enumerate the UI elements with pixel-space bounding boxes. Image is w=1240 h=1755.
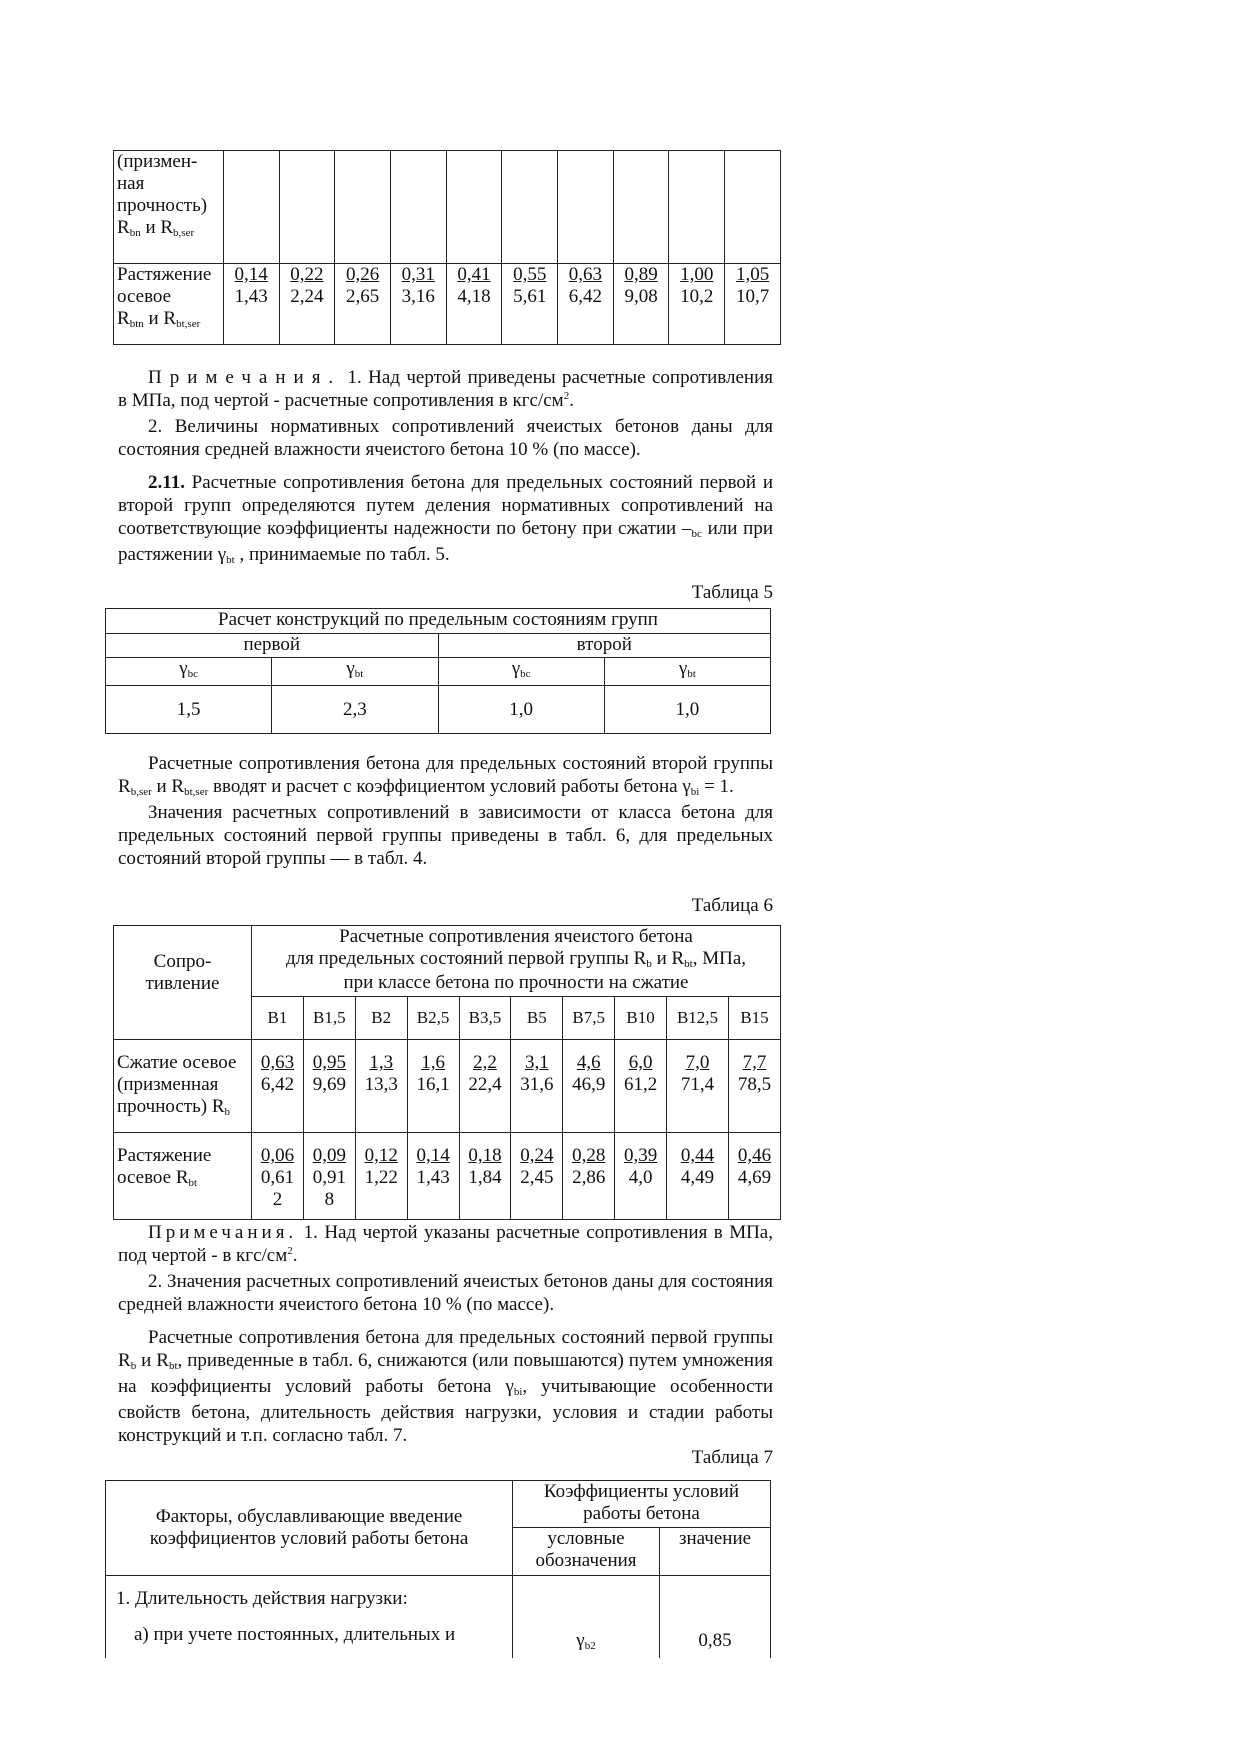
tension-value-cell: 0,14 1,43 [223,264,279,345]
tension-value-cell: 0,26 2,65 [335,264,391,345]
table6-tension-value: 0,12 1,22 [355,1133,407,1220]
notes-block-2 [118,1221,773,1316]
empty-cell [613,151,669,264]
empty-cell [335,151,391,264]
table6-row-label-tension: Растяжение осевое $R_{bt}$ [114,1133,252,1220]
table6-tension-value: 0,14 1,43 [407,1133,459,1220]
factor-line: а) при учете постоянных, длительных и [134,1624,456,1645]
table6-tension-value: 0,28 2,86 [563,1133,615,1220]
note-2: 2. Величины нормативных сопротивлений ячеистых бетонов даны для состояния средней влажности ячеистого бетона 10 % (по массе). [118,416,773,460]
label-line: осевое [117,286,172,307]
table7-symbol-cell: $\gamma_{b2}$ [513,1576,660,1659]
table5-value: 1,5 [106,686,272,734]
table-row [114,1133,781,1220]
table6-caption: Таблица 6 [691,895,773,916]
table-row [114,1040,781,1133]
table-row [106,658,771,686]
empty-cell [558,151,614,264]
empty-cell [279,151,335,264]
label-line: ная [117,173,145,194]
empty-cell [669,151,725,264]
table7-factors-header: Факторы, обуславливающие введение коэффициентов условий работы бетона [106,1481,513,1576]
label-line: Растяжение [117,264,212,285]
table7-col-symbols: условные обозначения [513,1528,660,1576]
table6-compression-value: 4,6 46,9 [563,1040,615,1133]
tension-value-cell: 0,22 2,24 [279,264,335,345]
table6-class-header: B10 [615,997,667,1040]
table7-col-value: значение [660,1528,771,1576]
table6-class-header: B1,5 [303,997,355,1040]
label-symbols: $R_{bn}$ и $R_{b,ser}$ [117,217,195,239]
table-row [106,634,771,658]
table-row [106,686,771,734]
table6-tension-value: 0,06 0,61 2 [252,1133,304,1220]
table-5 [105,608,771,734]
label-line: прочность) [117,195,208,216]
table7-value-cell: 0,85 [660,1576,771,1659]
table5-value: 2,3 [272,686,438,734]
table6-compression-value: 0,63 6,42 [252,1040,304,1133]
tension-value-cell: 1,00 10,2 [669,264,725,345]
paragraphs-after-table5 [118,752,773,870]
table-resistance-continued [113,150,781,345]
table6-tension-value: 0,24 2,45 [511,1133,563,1220]
empty-cell [390,151,446,264]
table-row [106,1481,771,1528]
table-row [114,151,781,264]
table6-header: Расчетные сопротивления ячеистого бетона для предельных состояний первой группы $R_b$ и $R_{bt}$, МПа, при классе бетона по прочности на сжатие [252,926,781,997]
table-row [106,1576,771,1659]
table6-row-label-compression: Сжатие осевое (призменная прочность) $R_b$ [114,1040,252,1133]
table6-class-header: B2,5 [407,997,459,1040]
table6-tension-value: 0,39 4,0 [615,1133,667,1220]
table-7 [105,1480,771,1658]
section-text: 2.11. Расчетные сопротивления бетона для предельных состояний первой и второй групп определяются путем деления нормативных сопротивлений на соответствующие коэффициенты надежности по бетону при сжатии $-_{bc}$ или при растяжении $\gamma_{bt}$ , принимаемые по табл. 5. [118,472,773,566]
table7-coef-header: Коэффициенты условий работы бетона [513,1481,771,1528]
label-symbols: $R_{btn}$ и $R_{bt,ser}$ [117,308,201,330]
table5-symbol: $\gamma_{bt}$ [272,658,438,686]
section-2-11 [118,471,773,569]
table5-value: 1,0 [438,686,604,734]
note-1: Примечания. 1. Над чертой приведены расчетные сопротивления в МПа, под чертой - расчетные сопротивления в кгс/$см^2$. [118,367,773,411]
notes-block-1 [118,366,773,461]
table6-class-header: B12,5 [667,997,729,1040]
table6-compression-value: 2,2 22,4 [459,1040,511,1133]
tension-value-cell: 0,31 3,16 [390,264,446,345]
tension-value-cell: 0,89 9,08 [613,264,669,345]
tension-value-cell: 0,41 4,18 [446,264,502,345]
table6-compression-value: 6,0 61,2 [615,1040,667,1133]
table5-symbol: $\gamma_{bt}$ [604,658,770,686]
table6-compression-value: 7,0 71,4 [667,1040,729,1133]
paragraph: Расчетные сопротивления бетона для предельных состояний первой группы $R_b$ и $R_{bt}$, приведенные в табл. 6, снижаются (или повышаются) путем умножения на коэффициенты условий работы бетона $\gamma_{bi}$, учитывающие особенности свойств бетона, длительность действия нагрузки, условия и стадии работы конструкций и т.п. согласно табл. 7. [118,1327,774,1446]
table7-caption: Таблица 7 [691,1447,773,1468]
table6-class-header: B7,5 [563,997,615,1040]
empty-cell [725,151,781,264]
note-1: Примечания. 1. Над чертой указаны расчетные сопротивления в МПа, под чертой - в кгс/$см^2$. [118,1222,773,1266]
table6-compression-value: 7,7 78,5 [728,1040,780,1133]
paragraph: Расчетные сопротивления бетона для предельных состояний второй группы $R_{b,ser}$ и $R_{bt,ser}$ вводят и расчет с коэффициентом условий работы бетона $\gamma_{bi} = 1$. [118,753,773,798]
table-row [114,926,781,997]
row-label-compression [114,151,224,264]
table6-tension-value: 0,46 4,69 [728,1133,780,1220]
table6-class-header: B5 [511,997,563,1040]
empty-cell [502,151,558,264]
note-2: 2. Значения расчетных сопротивлений ячеистых бетонов даны для состояния средней влажности ячеистого бетона 10 % (по массе). [118,1271,773,1315]
table5-symbol: $\gamma_{bc}$ [106,658,272,686]
empty-cell [446,151,502,264]
table6-compression-value: 3,1 31,6 [511,1040,563,1133]
factor-line: 1. Длительность действия нагрузки: [116,1588,408,1609]
table-row [106,609,771,634]
table6-corner: Сопро- тивление [114,926,252,1040]
table5-header: Расчет конструкций по предельным состояниям групп [106,609,771,634]
tension-value-cell: 0,63 6,42 [558,264,614,345]
paragraph: Значения расчетных сопротивлений в зависимости от класса бетона для предельных состояний первой группы приведены в табл. 6, для предельных состояний второй группы — в табл. 4. [118,802,773,869]
tension-value-cell: 1,05 10,7 [725,264,781,345]
table6-compression-value: 1,6 16,1 [407,1040,459,1133]
table5-symbol: $\gamma_{bc}$ [438,658,604,686]
table7-factor-cell [106,1576,513,1659]
empty-cell [223,151,279,264]
table6-compression-value: 0,95 9,69 [303,1040,355,1133]
tension-value-cell: 0,55 5,61 [502,264,558,345]
table5-caption: Таблица 5 [691,582,773,603]
table5-value: 1,0 [604,686,770,734]
table6-class-header: B3,5 [459,997,511,1040]
table-6 [113,925,781,1220]
paragraph-before-table7 [118,1326,773,1447]
table5-group-second: второй [438,634,771,658]
table6-tension-value: 0,18 1,84 [459,1133,511,1220]
table6-class-header: B15 [728,997,780,1040]
table6-tension-value: 0,44 4,49 [667,1133,729,1220]
table-row [114,264,781,345]
row-label-tension [114,264,224,345]
table6-class-header: B2 [355,997,407,1040]
label-line: (призмен- [117,151,198,172]
table6-class-header: B1 [252,997,304,1040]
table6-compression-value: 1,3 13,3 [355,1040,407,1133]
table5-group-first: первой [106,634,439,658]
table6-tension-value: 0,09 0,91 8 [303,1133,355,1220]
